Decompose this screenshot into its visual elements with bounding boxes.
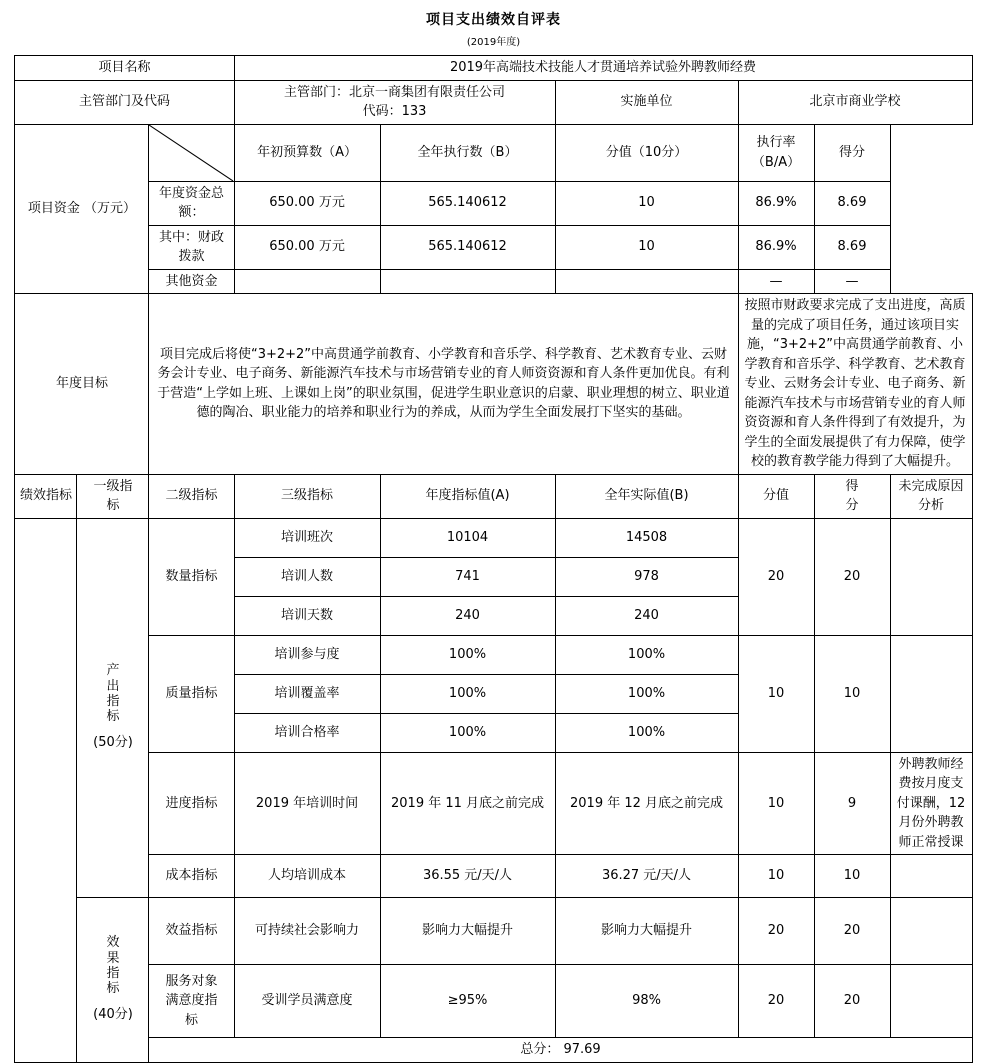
- indicator-level3: 培训班次: [234, 518, 380, 557]
- indicator-subgroup-progress: 进度指标: [149, 752, 234, 855]
- table-row-indicator: [15, 855, 972, 898]
- annual-goal-label: [15, 294, 149, 475]
- department-value-line1: 主管部门：北京一商集团有限责任公司: [284, 84, 506, 100]
- indicator-reason: [890, 965, 972, 1038]
- department-label: 主管部门及代码: [15, 80, 234, 124]
- table-row-indicator: [15, 518, 972, 557]
- indicator-level3: 人均培训成本: [234, 855, 380, 898]
- funds-header-score-max: 分值（10分）: [555, 124, 738, 181]
- annual-goal-text: 项目完成后将使“3+2+2”中高贯通学前教育、小学教育和音乐学、科学教育、艺术教育专业、云财务会计专业、电子商务、新能源汽车技术与市场营销专业的育人师资资源和育人条件更加优良。有利于营造“上学如上班、上课如上岗”的职业氛围，促进学生职业意识的启蒙、职业理想的树立、职业道德的陶冶、职业能力的培养和职业行为的养成，从而为学生全面发展打下坚实的基础。: [149, 294, 738, 475]
- indicator-actual: 14508: [555, 518, 738, 557]
- indicator-header-score-max: 分值: [738, 474, 814, 518]
- indicator-target: 2019 年 11 月底之前完成: [380, 752, 555, 855]
- indicator-level3: 培训覆盖率: [234, 674, 380, 713]
- indicator-score: 20: [814, 965, 890, 1038]
- indicator-score: 20: [814, 898, 890, 965]
- indicator-header-actual: 全年实际值(B): [555, 474, 738, 518]
- table-row-indicator: [15, 635, 972, 674]
- indicator-actual: 2019 年 12 月底之前完成: [555, 752, 738, 855]
- funds-row-budget-2: [234, 269, 380, 294]
- indicator-reason: 外聘教师经费按月度支付课酬，12月份外聘教师正常授课: [890, 752, 972, 855]
- indicator-target: 100%: [380, 635, 555, 674]
- indicator-group-effect-sub: (40分): [93, 1006, 133, 1022]
- indicator-actual: 影响力大幅提升: [555, 898, 738, 965]
- indicator-target: 10104: [380, 518, 555, 557]
- indicator-level3: 2019 年培训时间: [234, 752, 380, 855]
- funds-row-executed-2: [380, 269, 555, 294]
- funds-row-rate-0: 86.9%: [738, 181, 814, 225]
- indicator-target: 100%: [380, 713, 555, 752]
- indicator-header-level1: 一级指 标: [77, 474, 149, 518]
- indicator-header-perf: 绩效指标: [15, 474, 77, 518]
- page-title: 项目支出绩效自评表: [426, 12, 561, 28]
- indicator-score-max: 20: [738, 965, 814, 1038]
- indicator-group-output-sub: (50分): [93, 734, 133, 750]
- table-row-indicator: [15, 752, 972, 855]
- indicator-reason: [890, 898, 972, 965]
- project-name-label: 项目名称: [15, 56, 234, 81]
- table-row-indicator-header: [15, 474, 972, 518]
- funds-header-rate: [738, 124, 814, 181]
- table-row-project-name: [15, 56, 972, 81]
- indicator-reason: [890, 635, 972, 752]
- document-page: [0, 9, 987, 1057]
- indicator-header-target: 年度指标值(A): [380, 474, 555, 518]
- funds-header-budget: 年初预算数（A）: [234, 124, 380, 181]
- table-row-indicator: [15, 898, 972, 965]
- indicator-subgroup-quality: 质量指标: [149, 635, 234, 752]
- indicator-subgroup-quantity: 数量指标: [149, 518, 234, 635]
- table-row-funds-total: [15, 181, 972, 225]
- indicator-header-level2: 二级指标: [149, 474, 234, 518]
- indicator-group-output: [77, 518, 149, 898]
- funds-row-label-0: 年度资金总额：: [149, 181, 234, 225]
- indicator-actual: 100%: [555, 674, 738, 713]
- indicator-target: 240: [380, 596, 555, 635]
- indicator-score-max: 20: [738, 518, 814, 635]
- table-row-annual-goal: [15, 294, 972, 475]
- indicator-reason: [890, 855, 972, 898]
- total-score: [149, 1038, 972, 1063]
- indicator-target: 741: [380, 557, 555, 596]
- funds-row-scoremax-2: [555, 269, 738, 294]
- funds-row-scoremax-1: 10: [555, 225, 738, 269]
- indicator-level3: 培训合格率: [234, 713, 380, 752]
- funds-row-scoremax-0: 10: [555, 181, 738, 225]
- funds-row-score-2: —: [814, 269, 890, 294]
- total-score-value: 97.69: [563, 1042, 601, 1057]
- funds-row-budget-1: 650.00 万元: [234, 225, 380, 269]
- indicator-score-max: 10: [738, 855, 814, 898]
- funds-row-rate-1: 86.9%: [738, 225, 814, 269]
- funds-label: [15, 124, 149, 294]
- funds-row-label-2: 其他资金: [149, 269, 234, 294]
- indicator-subgroup-cost: 成本指标: [149, 855, 234, 898]
- indicator-level3: 培训天数: [234, 596, 380, 635]
- indicator-actual: 36.27 元/天/人: [555, 855, 738, 898]
- indicator-score: 9: [814, 752, 890, 855]
- funds-header-rate-line2: （B/A）: [751, 154, 801, 170]
- annual-goal-label-text: 年度目标: [55, 376, 108, 391]
- funds-row-executed-0: 565.140612: [380, 181, 555, 225]
- funds-row-score-0: 8.69: [814, 181, 890, 225]
- implementing-unit-label: 实施单位: [555, 80, 738, 124]
- table-row-funds-other: [15, 269, 972, 294]
- indicator-level3: 培训人数: [234, 557, 380, 596]
- project-name-value: 2019年高端技术技能人才贯通培养试验外聘教师经费: [234, 56, 972, 81]
- indicator-target: 36.55 元/天/人: [380, 855, 555, 898]
- indicator-score: 10: [814, 855, 890, 898]
- department-value-line2: 代码：133: [362, 104, 427, 119]
- total-score-label: 总分：: [520, 1042, 560, 1057]
- indicator-score-max: 10: [738, 635, 814, 752]
- implementing-unit-value: 北京市商业学校: [738, 80, 972, 124]
- indicator-header-level3: 三级指标: [234, 474, 380, 518]
- indicator-group-effect: [77, 898, 149, 1063]
- indicator-subgroup-benefit: 效益指标: [149, 898, 234, 965]
- indicator-subgroup-satisfaction: 服务对象 满意度指 标: [149, 965, 234, 1038]
- performance-evaluation-table: [14, 55, 972, 1063]
- indicator-reason: [890, 518, 972, 635]
- indicator-header-score: 得 分: [814, 474, 890, 518]
- funds-row-executed-1: 565.140612: [380, 225, 555, 269]
- funds-row-budget-0: 650.00 万元: [234, 181, 380, 225]
- indicator-target: 100%: [380, 674, 555, 713]
- funds-header-score: 得分: [814, 124, 890, 181]
- funds-label-text: 项目资金 （万元）: [27, 201, 137, 216]
- indicator-score-max: 20: [738, 898, 814, 965]
- indicator-perf-label: [15, 518, 77, 1062]
- indicator-score: 20: [814, 518, 890, 635]
- indicator-score-max: 10: [738, 752, 814, 855]
- indicator-group-effect-name: 效果指标: [106, 935, 120, 997]
- indicator-actual: 978: [555, 557, 738, 596]
- funds-header-rate-line1: 执行率: [756, 135, 796, 150]
- table-row-total: [15, 1038, 972, 1063]
- funds-header-executed: 全年执行数（B）: [380, 124, 555, 181]
- page-subtitle: (2019年度): [466, 37, 521, 48]
- funds-diagonal-cell: [149, 124, 234, 181]
- indicator-score: 10: [814, 635, 890, 752]
- indicator-target: 影响力大幅提升: [380, 898, 555, 965]
- indicator-header-reason: 未完成原因 分析: [890, 474, 972, 518]
- table-row-department: [15, 80, 972, 124]
- table-row-funds-header: [15, 124, 972, 181]
- indicator-actual: 100%: [555, 635, 738, 674]
- funds-row-score-1: 8.69: [814, 225, 890, 269]
- annual-result-text: 按照市财政要求完成了支出进度，高质量的完成了项目任务，通过该项目实施，“3+2+2”中高贯通学前教育、小学教育和音乐学、科学教育、艺术教育专业、云财务会计专业、电子商务、新能源汽车技术与市场营销专业的育人师资资源和育人条件得到了有效提升，为学生的全面发展提供了有力保障，使学校的教育教学能力得到了大幅提升。: [738, 294, 972, 475]
- indicator-target: ≥95%: [380, 965, 555, 1038]
- indicator-level3: 可持续社会影响力: [234, 898, 380, 965]
- indicator-actual: 240: [555, 596, 738, 635]
- indicator-level3: 培训参与度: [234, 635, 380, 674]
- funds-row-rate-2: —: [738, 269, 814, 294]
- indicator-level3: 受训学员满意度: [234, 965, 380, 1038]
- funds-row-label-1: 其中：财政拨款: [149, 225, 234, 269]
- indicator-actual: 98%: [555, 965, 738, 1038]
- indicator-actual: 100%: [555, 713, 738, 752]
- department-value: [234, 80, 555, 124]
- diagonal-line-icon: [149, 125, 233, 181]
- indicator-group-output-name: 产出指标: [106, 663, 120, 725]
- table-row-indicator: [15, 965, 972, 1038]
- table-row-funds-fiscal: [15, 225, 972, 269]
